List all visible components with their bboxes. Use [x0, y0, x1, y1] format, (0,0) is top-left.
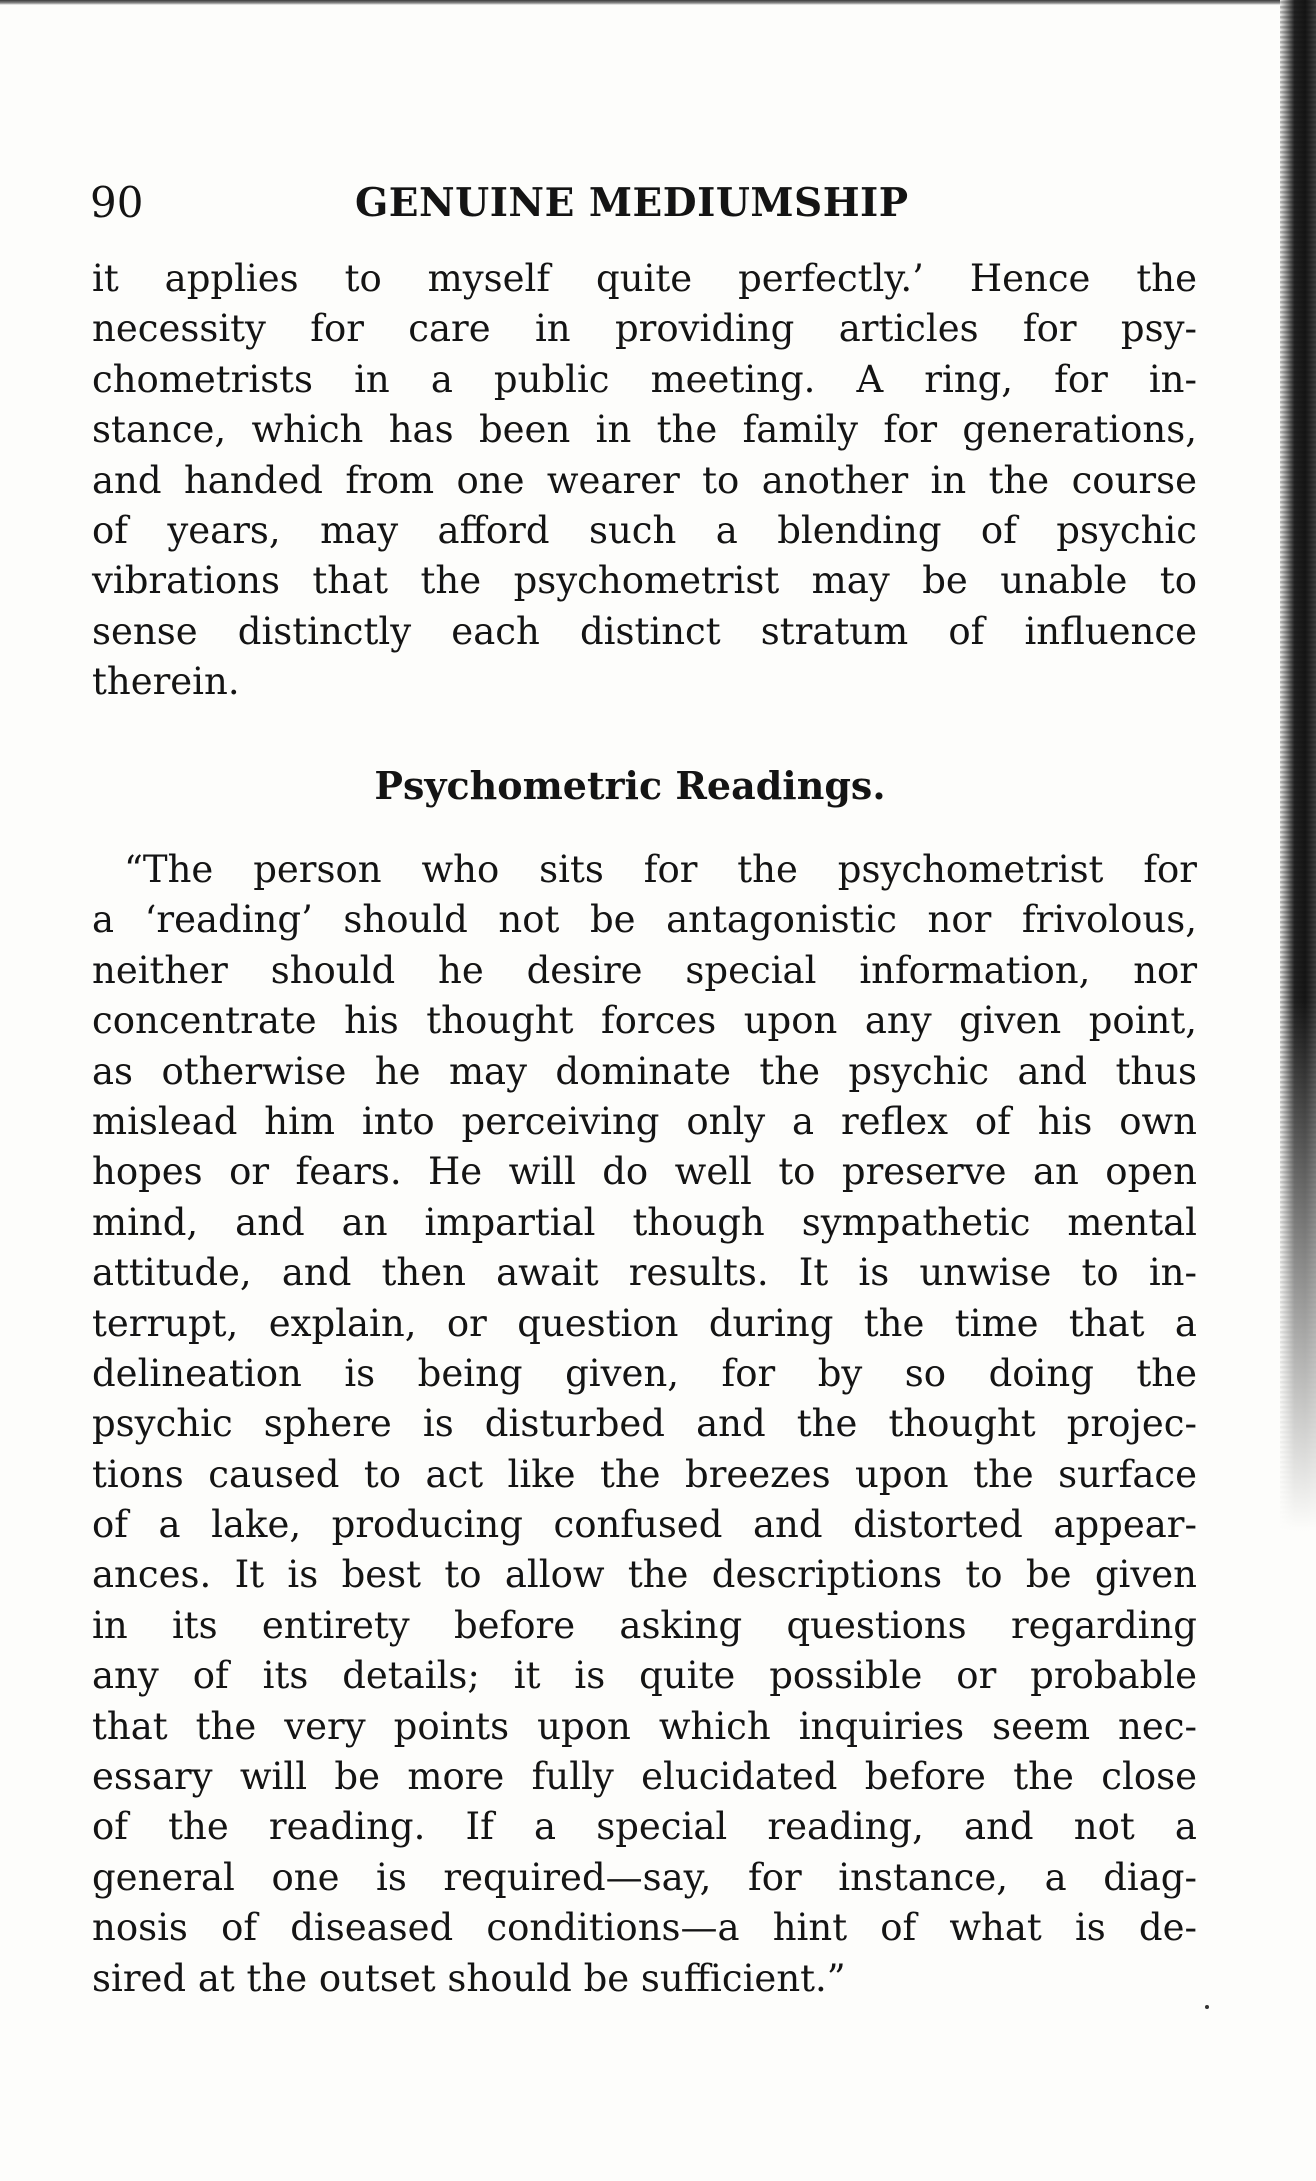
text-line: general one is required—say, for instance, a diag- — [92, 1855, 1197, 1899]
page-number: 90 — [90, 178, 144, 227]
page-header — [90, 175, 1195, 235]
text-line: concentrate his thought forces upon any given point, — [92, 999, 1197, 1043]
text-line: sense distinctly each distinct stratum of influence — [92, 609, 1197, 653]
text-line: it applies to myself quite perfectly.’ Hence the — [92, 257, 1197, 300]
text-line: essary will be more fully elucidated before the close — [92, 1755, 1197, 1799]
text-line: sired at the outset should be sufficient.” — [92, 1956, 846, 2000]
text-line: mind, and an impartial though sympathetic mental — [92, 1200, 1197, 1244]
text-line: psychic sphere is disturbed and the thought projec- — [92, 1402, 1197, 1446]
running-title: GENUINE MEDIUMSHIP — [355, 180, 909, 226]
text-line: as otherwise he may dominate the psychic and thus — [92, 1049, 1197, 1093]
text-line: of the reading. If a special reading, and not a — [92, 1805, 1197, 1849]
text-line: stance, which has been in the family for generations, — [92, 408, 1197, 452]
text-line: delineation is being given, for by so doing the — [92, 1351, 1197, 1395]
text-line: hopes or fears. He will do well to preserve an open — [92, 1150, 1197, 1194]
section-heading-text: Psychometric Readings. — [374, 763, 886, 808]
text-line: terrupt, explain, or question during the time that a — [92, 1301, 1197, 1345]
text-line: that the very points upon which inquiries seem nec- — [92, 1704, 1197, 1748]
text-line: any of its details; it is quite possible or probable — [92, 1654, 1197, 1698]
section-heading — [0, 758, 1316, 814]
quoted-paragraph — [92, 845, 1197, 2004]
text-line: mislead him into perceiving only a reflex of his own — [92, 1099, 1197, 1143]
text-line: ances. It is best to allow the descriptions to be given — [92, 1553, 1197, 1597]
text-line: nosis of diseased conditions—a hint of what is de- — [92, 1906, 1197, 1950]
text-line: attitude, and then await results. It is unwise to in- — [92, 1251, 1197, 1295]
text-line: vibrations that the psychometrist may be unable to — [92, 559, 1197, 603]
spine-shadow-fade — [1276, 1000, 1316, 2181]
page-top-edge — [0, 0, 1280, 5]
text-line: and handed from one wearer to another in the course — [92, 458, 1197, 502]
text-line: “The person who sits for the psychometrist for — [124, 848, 1197, 891]
text-line: in its entirety before asking questions regarding — [92, 1603, 1197, 1647]
text-line: neither should he desire special information, nor — [92, 948, 1197, 992]
text-line: of a lake, producing confused and distorted appear- — [92, 1503, 1197, 1547]
text-line: tions caused to act like the breezes upon the surface — [92, 1452, 1197, 1496]
text-line: of years, may afford such a blending of psychic — [92, 508, 1197, 552]
ink-speck — [1205, 2005, 1209, 2009]
text-line: necessity for care in providing articles for psy- — [92, 307, 1197, 351]
paragraph-continuation — [92, 254, 1197, 708]
text-line: therein. — [92, 660, 240, 704]
text-line: chometrists in a public meeting. A ring, for in- — [92, 357, 1197, 401]
text-line: a ‘reading’ should not be antagonistic nor frivolous, — [92, 898, 1197, 942]
